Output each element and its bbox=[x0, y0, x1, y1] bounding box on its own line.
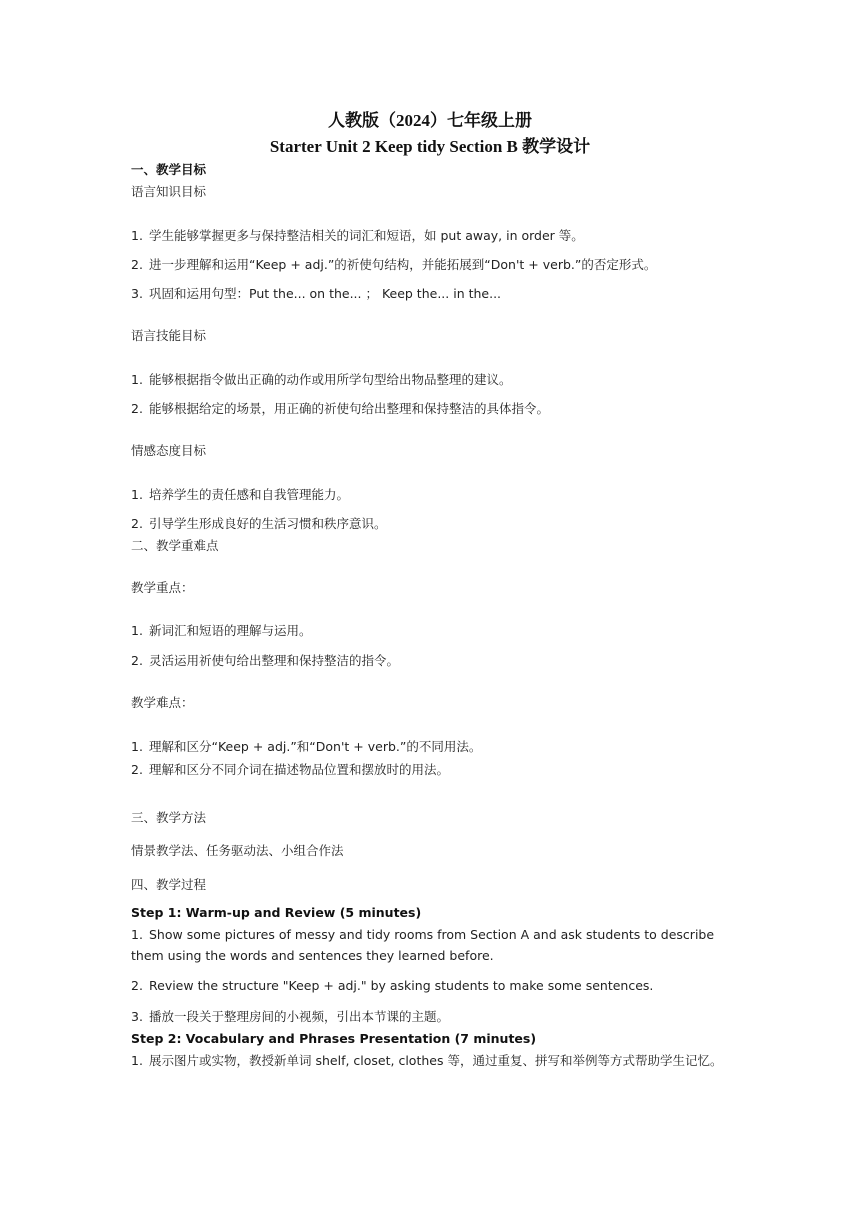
subheading-focus: 教学重点： bbox=[131, 580, 194, 595]
list-item: 2. Review the structure "Keep + adj." by asking students to make some sentences. bbox=[131, 978, 654, 993]
document-title: 人教版（2024）七年级上册 bbox=[328, 111, 532, 130]
list-item: 2. 引导学生形成良好的生活习惯和秩序意识。 bbox=[131, 516, 387, 531]
subheading-knowledge: 语言知识目标 bbox=[131, 184, 207, 199]
section-heading-process: 四、教学过程 bbox=[131, 877, 207, 892]
list-item: 1. 新词汇和短语的理解与运用。 bbox=[131, 623, 312, 638]
list-item: 2. 进一步理解和运用“Keep + adj.”的祈使句结构，并能拓展到“Don't + verb.”的否定形式。 bbox=[131, 257, 657, 272]
step2-title: Step 2: Vocabulary and Phrases Presentation (7 minutes) bbox=[131, 1031, 537, 1046]
list-item: 1. 学生能够掌握更多与保持整洁相关的词汇和短语，如 put away, in order 等。 bbox=[131, 228, 584, 243]
list-item: 2. 理解和区分不同介词在描述物品位置和摆放时的用法。 bbox=[131, 762, 450, 777]
list-item: 1. 理解和区分“Keep + adj.”和“Don't + verb.”的不同用法。 bbox=[131, 739, 482, 754]
list-item: 1. Show some pictures of messy and tidy rooms from Section A and ask students to describe them using the words and sentences they learned before. bbox=[131, 927, 715, 963]
subheading-difficulty: 教学难点： bbox=[131, 695, 194, 710]
list-item: 2. 能够根据给定的场景，用正确的祈使句给出整理和保持整洁的具体指令。 bbox=[131, 401, 550, 416]
section-heading-methods: 三、教学方法 bbox=[131, 810, 207, 825]
section-heading-key-points: 二、教学重难点 bbox=[131, 538, 219, 553]
subheading-attitude: 情感态度目标 bbox=[131, 443, 207, 458]
list-item: 3. 巩固和运用句型：Put the... on the... ； Keep the... in the... bbox=[131, 286, 502, 301]
list-item: 1. 培养学生的责任感和自我管理能力。 bbox=[131, 487, 350, 502]
methods-text: 情景教学法、任务驱动法、小组合作法 bbox=[131, 843, 344, 858]
list-item: 1. 展示图片或实物，教授新单词 shelf, closet, clothes 等，通过重复、拼写和举例等方式帮助学生记忆。 bbox=[131, 1053, 723, 1068]
subheading-skills: 语言技能目标 bbox=[131, 328, 207, 343]
section-heading-objectives: 一、教学目标 bbox=[131, 162, 207, 177]
list-item: 2. 灵活运用祈使句给出整理和保持整洁的指令。 bbox=[131, 653, 400, 668]
list-item: 3. 播放一段关于整理房间的小视频，引出本节课的主题。 bbox=[131, 1009, 450, 1024]
document-subtitle: Starter Unit 2 Keep tidy Section B 教学设计 bbox=[269, 137, 591, 156]
list-item: 1. 能够根据指令做出正确的动作或用所学句型给出物品整理的建议。 bbox=[131, 372, 512, 387]
step1-title: Step 1: Warm-up and Review (5 minutes) bbox=[131, 905, 422, 920]
